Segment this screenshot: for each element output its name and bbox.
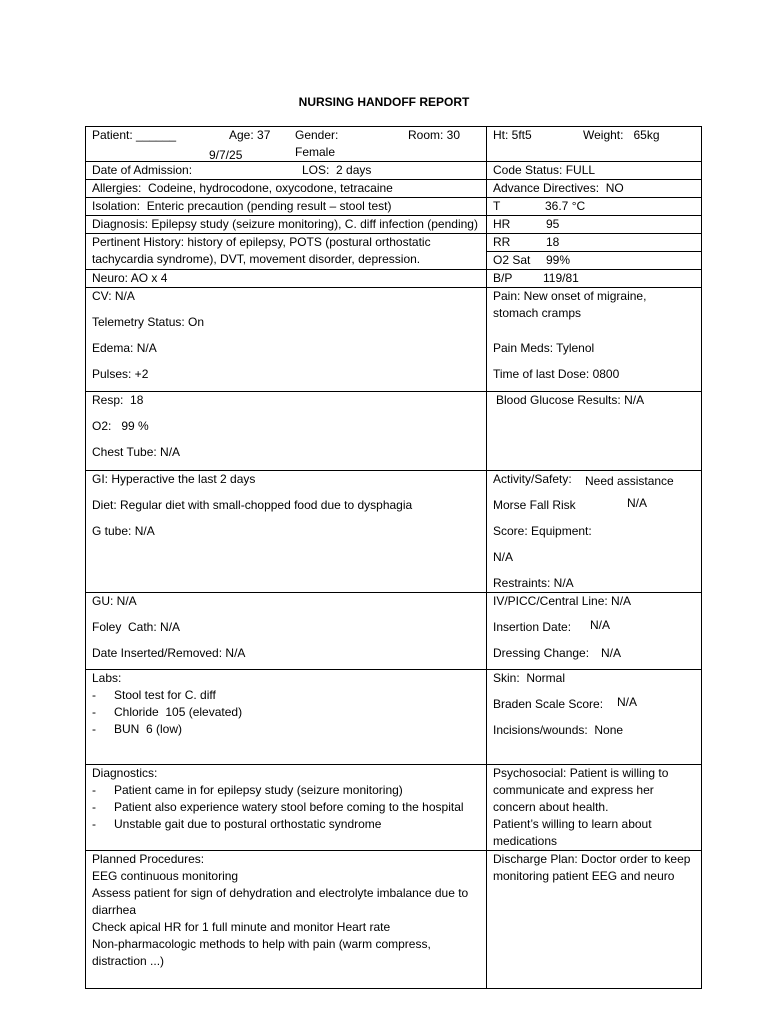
gu-cell	[86, 593, 487, 670]
morse-fall-risk-value: N/A	[627, 496, 648, 510]
g-tube: G tube: N/A	[92, 524, 155, 538]
temp-label: T	[493, 199, 501, 213]
hr-value: 95	[546, 217, 560, 231]
age-label: Age: 37	[229, 128, 271, 142]
chest-tube: Chest Tube: N/A	[92, 445, 181, 459]
psychosocial-line-1: Psychosocial: Patient is willing to communicate and express her concern about health.	[493, 766, 669, 814]
edema: Edema: N/A	[92, 341, 157, 355]
pertinent-history: Pertinent History: history of epilepsy, POTS (postural orthostatic tachycardia syndrome), DVT, movement disorder, depression.	[86, 234, 487, 270]
date-inserted-removed: Date Inserted/Removed: N/A	[92, 646, 246, 660]
gender-label: Gender:	[295, 128, 339, 142]
row-cv	[86, 288, 702, 392]
patient-cell	[86, 127, 487, 162]
list-item: - Patient came in for epilepsy study (seizure monitoring)	[92, 783, 403, 797]
row-neuro	[86, 270, 702, 288]
psychosocial-line-2: Patient’s willing to learn about medications	[493, 817, 652, 848]
row-diagnostics	[86, 765, 702, 851]
blood-glucose-results: Blood Glucose Results: N/A	[496, 393, 645, 407]
planned-line: EEG continuous monitoring	[92, 869, 239, 883]
planned-line: Check apical HR for 1 full minute and monitor Heart rate	[92, 920, 391, 934]
labs-cell	[86, 670, 487, 765]
pulses: Pulses: +2	[92, 367, 149, 381]
labs-label: Labs:	[92, 671, 122, 685]
pain-cell	[487, 288, 702, 392]
row-patient	[86, 127, 702, 162]
row-admission	[86, 162, 702, 180]
braden-scale-label: Braden Scale Score:	[493, 697, 604, 711]
rr-label: RR	[493, 235, 511, 249]
o2-sat-value: 99%	[546, 253, 571, 267]
weight-label: Weight: 65kg	[583, 128, 660, 142]
planned-line: Non-pharmacologic methods to help with pain (warm compress, distraction ...)	[92, 937, 431, 968]
row-diagnosis	[86, 216, 702, 234]
list-item: - BUN 6 (low)	[92, 722, 183, 736]
diet: Diet: Regular diet with small-chopped food due to dysphagia	[92, 498, 413, 512]
isolation: Isolation: Enteric precaution (pending result – stool test)	[86, 198, 487, 216]
temperature-cell	[487, 198, 702, 216]
handoff-table	[85, 126, 702, 989]
activity-value: Need assistance	[585, 474, 674, 488]
diagnosis: Diagnosis: Epilepsy study (seizure monitoring), C. diff infection (pending)	[86, 216, 487, 234]
list-item: - Chloride 105 (elevated)	[92, 705, 243, 719]
gi-status: GI: Hyperactive the last 2 days	[92, 472, 256, 486]
los-value: LOS: 2 days	[302, 163, 372, 177]
row-history-a	[86, 234, 702, 252]
blood-glucose	[487, 392, 702, 471]
resp-cell	[86, 392, 487, 471]
list-item: - Patient also experience watery stool before coming to the hospital	[92, 800, 464, 814]
neuro: Neuro: AO x 4	[86, 270, 487, 288]
o2-value: O2: 99 %	[92, 419, 149, 433]
planned-procedures-label: Planned Procedures:	[92, 852, 205, 866]
activity-label: Activity/Safety:	[493, 472, 572, 486]
row-resp	[86, 392, 702, 471]
bp-value: 119/81	[543, 271, 579, 285]
last-dose-time: Time of last Dose: 0800	[493, 367, 620, 381]
advance-directives: Advance Directives: NO	[487, 180, 702, 198]
rr-value: 18	[546, 235, 560, 249]
score-equipment: Score: Equipment:	[493, 524, 592, 538]
row-allergies	[86, 180, 702, 198]
cv-value: CV: N/A	[92, 289, 135, 303]
list-item: - Unstable gait due to postural orthostatic syndrome	[92, 817, 382, 831]
temp-value: 36.7 °C	[545, 199, 586, 213]
foley-cath: Foley Cath: N/A	[92, 620, 181, 634]
list-item: - Stool test for C. diff	[92, 688, 216, 702]
pain-meds: Pain Meds: Tylenol	[493, 341, 595, 355]
gi-cell	[86, 471, 487, 593]
skin-cell	[487, 670, 702, 765]
pain-description: Pain: New onset of migraine, stomach cramps	[493, 289, 647, 320]
cv-cell	[86, 288, 487, 392]
row-planned	[86, 851, 702, 989]
row-gi	[86, 471, 702, 593]
dressing-change-label: Dressing Change:	[493, 646, 590, 660]
height-label: Ht: 5ft5	[493, 128, 532, 142]
dressing-change-value: N/A	[601, 646, 622, 660]
patient-label: Patient: ______	[92, 128, 177, 142]
gender-value: Female	[295, 145, 336, 159]
patient-date: 9/7/25	[209, 148, 243, 162]
room-label: Room: 30	[408, 128, 461, 142]
o2-sat-cell	[487, 252, 702, 270]
morse-fall-risk-label: Morse Fall Risk	[493, 498, 576, 512]
bp-label: B/P	[493, 271, 513, 285]
bp-cell	[487, 270, 702, 288]
equipment-value: N/A	[493, 550, 514, 564]
allergies: Allergies: Codeine, hydrocodone, oxycodone, tetracaine	[86, 180, 487, 198]
hr-cell	[487, 216, 702, 234]
activity-cell	[487, 471, 702, 593]
incisions-wounds: Incisions/wounds: None	[493, 723, 624, 737]
insertion-date-value: N/A	[590, 618, 611, 632]
admission-cell	[86, 162, 487, 180]
gu-status: GU: N/A	[92, 594, 137, 608]
height-weight-cell	[487, 127, 702, 162]
restraints: Restraints: N/A	[493, 576, 574, 590]
iv-line: IV/PICC/Central Line: N/A	[493, 594, 632, 608]
hr-label: HR	[493, 217, 511, 231]
diagnostics-cell	[86, 765, 487, 851]
resp-rate: Resp: 18	[92, 393, 144, 407]
o2-sat-label: O2 Sat	[493, 253, 531, 267]
skin-status: Skin: Normal	[493, 671, 566, 685]
psychosocial-cell	[487, 765, 702, 851]
row-isolation	[86, 198, 702, 216]
iv-cell	[487, 593, 702, 670]
rr-cell	[487, 234, 702, 252]
admission-date-label: Date of Admission:	[92, 163, 193, 177]
telemetry-status: Telemetry Status: On	[92, 315, 205, 329]
planned-line: Assess patient for sign of dehydration and electrolyte imbalance due to diarrhea	[92, 886, 469, 917]
discharge-plan: Discharge Plan: Doctor order to keep monitoring patient EEG and neuro	[487, 851, 702, 989]
diagnostics-label: Diagnostics:	[92, 766, 158, 780]
insertion-date-label: Insertion Date:	[493, 620, 572, 634]
report-title: NURSING HANDOFF REPORT	[298, 95, 470, 109]
planned-procedures-cell	[86, 851, 487, 989]
code-status: Code Status: FULL	[487, 162, 702, 180]
braden-scale-value: N/A	[617, 695, 638, 709]
row-gu	[86, 593, 702, 670]
row-labs	[86, 670, 702, 765]
